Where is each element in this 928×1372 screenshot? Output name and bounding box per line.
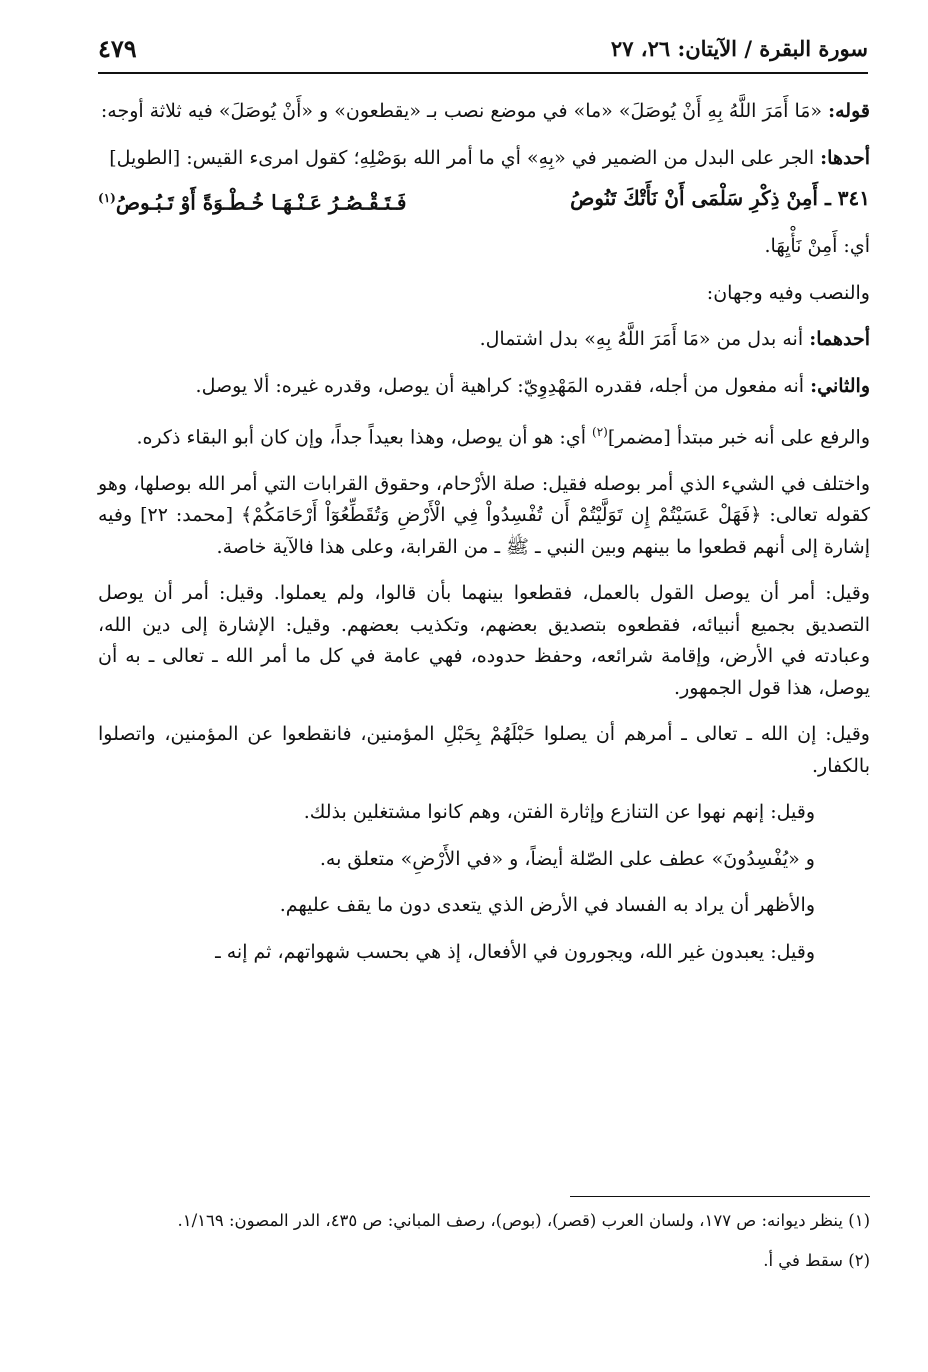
paragraph bbox=[98, 96, 870, 128]
paragraph-text: وقيل: أمر أن يوصل القول بالعمل، فقطعوا بينهما بأن قالوا، ولم يعملوا. وقيل: أمر أن يوصل التصديق بجميع أنبيائه، فقطعوه بتصديق بعضهم، وتكذيب بعضهم. وقيل: الإشارة إلى دين الله، وعبادته في الأرض، وإقامة شرائعه، وحفظ حدوده، فهي عامة في كل ما أمر الله ـ تعالى ـ به أن يوصل، هذا قول الجمهور. bbox=[98, 582, 870, 699]
paragraph-text: «مَا أَمَرَ اللَّهُ بِهِ أَنْ يُوصَلَ» «ما» في موضع نصب بـ «يقطعون» و «أَنْ يُوصَلَ» فيه ثلاثة أوجه: bbox=[100, 100, 823, 122]
main-text bbox=[98, 96, 870, 983]
verse-second-hemistich: فَـتَـقْـصُـرُ عَـنْـهَـا خُـطْـوَةً أَوْ تَـبُـوصُ bbox=[115, 190, 407, 215]
paragraph bbox=[98, 278, 870, 310]
paragraph bbox=[98, 890, 870, 922]
paragraph-text: والأظهر أن يراد به الفساد في الأرض الذي يتعدى دون ما يقف عليهم. bbox=[279, 894, 815, 917]
paragraph-text: و «يُفْسِدُونَ» عطف على الصّلة أيضاً، و «في الأَرْضِ» متعلق به. bbox=[319, 847, 815, 870]
paragraph bbox=[98, 143, 870, 175]
footnote-ref: (١) bbox=[98, 191, 116, 205]
paragraph-text: أنه مفعول من أجله، فقدره المَهْدِوِيّ: كراهية أن يوصل، وقدره غيره: ألا يوصل. bbox=[195, 374, 805, 397]
paragraph bbox=[98, 324, 870, 356]
paragraph-lead: والثاني: bbox=[810, 374, 870, 397]
paragraph-text: وقيل: يعبدون غير الله، ويجورون في الأفعال، إذ هي بحسب شهواتهم، ثم إنه ـ bbox=[215, 940, 815, 963]
page-number: ٤٧٩ bbox=[98, 34, 137, 63]
paragraph-text: أنه بدل من «مَا أَمَرَ اللَّهُ بِهِ» بدل اشتمال. bbox=[479, 328, 804, 351]
footnote: (١) ينظر ديوانه: ص ١٧٧، ولسان العرب (قصر)، (بوص)، رصف المباني: ص ٤٣٥، الدر المصون: ١/١٦٩. bbox=[177, 1211, 870, 1230]
paragraph-text: وقيل: إنهم نهوا عن التنازع وإثارة الفتن، وهم كانوا مشتغلين بذلك. bbox=[303, 801, 815, 824]
paragraph bbox=[98, 719, 870, 782]
paragraph-text: أي: أَمِنْ نَأْيِهَا. bbox=[764, 235, 870, 258]
verse-first-hemistich: ٣٤١ ـ أَمِنْ ذِكْرِ سَلْمَى أَنْ نَأَتْكَ تَنُوصُ bbox=[570, 186, 870, 210]
paragraph-lead: أحدهما: bbox=[809, 328, 870, 351]
paragraph-text: أي: هو أن يوصل، وهذا بعيداً جداً، وإن كان أبو البقاء ذكره. bbox=[136, 426, 586, 449]
paragraph bbox=[98, 231, 870, 263]
footnote: (٢) سقط في أ. bbox=[763, 1251, 870, 1270]
paragraph bbox=[98, 578, 870, 704]
paragraph-text: والرفع على أنه خبر مبتدأ [مضمر] bbox=[607, 426, 870, 449]
paragraph bbox=[98, 371, 870, 403]
running-header bbox=[98, 30, 868, 74]
paragraph bbox=[98, 844, 870, 876]
verse-second-hemistich-wrap bbox=[98, 183, 406, 219]
paragraph-text: والنصب وفيه وجهان: bbox=[706, 281, 870, 304]
paragraph-lead: قوله: bbox=[828, 100, 870, 122]
footnote-ref: (٢) bbox=[592, 425, 608, 440]
paragraph-text: وقيل: إن الله ـ تعالى ـ أمرهم أن يصلوا حَبْلَهُمْ بِحَبْلِ المؤمنين، فانقطعوا عن المؤمنين، واتصلوا بالكفار. bbox=[98, 723, 870, 777]
paragraph-lead: أحدها: bbox=[820, 146, 870, 169]
footnotes bbox=[98, 1206, 870, 1286]
paragraph-text: الجر على البدل من الضمير في «بِهِ» أي ما أمر الله بوَصْلِهِ؛ كقول امرىء القيس: [الطويل] bbox=[109, 146, 815, 169]
surah-title: سورة البقرة / الآيتان: ٢٦، ٢٧ bbox=[610, 36, 868, 61]
poetry-verse bbox=[98, 183, 870, 219]
paragraph bbox=[98, 937, 870, 969]
paragraph bbox=[98, 469, 870, 564]
paragraph-text: واختلف في الشيء الذي أمر بوصله فقيل: صلة الأرْحام، وحقوق القرابات التي أمر الله بوصلها، وهو كقوله تعالى: ﴿فَهَلْ عَسَيْتُمْ إِن تَوَلَّيْتُمْ أَن تُفْسِدُواْ فِي الْأَرْضِ وَتُقَطِّعُوٓاْ أَرْحَامَكُمْ﴾ [محمد: ٢٢] وفيه إشارة إلى أنهم قطعوا ما بينهم وبين النبي ـ ﷺ ـ من القرابة، وعلى هذا فالآية خاصة. bbox=[98, 472, 870, 558]
paragraph bbox=[98, 417, 870, 454]
paragraph bbox=[98, 797, 870, 829]
footnote-divider bbox=[570, 1196, 870, 1197]
